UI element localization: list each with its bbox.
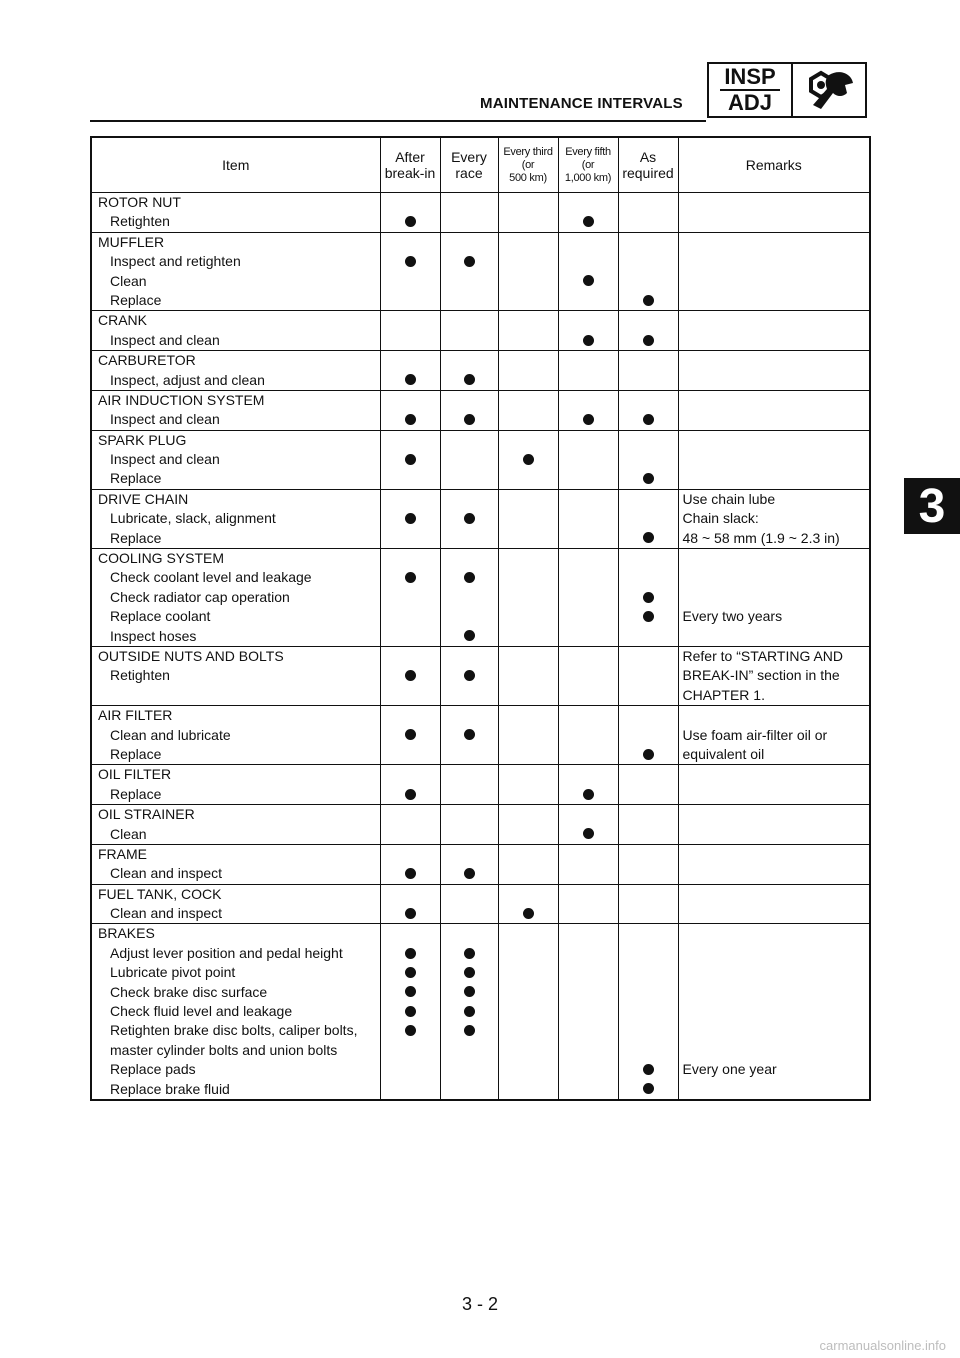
bullet-mark-icon (405, 908, 416, 919)
task-label: Retighten brake disc bolts, caliper bolts, (110, 1022, 358, 1039)
mark-cell-every-fifth (558, 549, 618, 647)
mark-cell-after-break-in (380, 549, 440, 647)
mark-cell-every-race (440, 646, 498, 705)
remark-text: 48 ~ 58 mm (1.9 ~ 2.3 in) (682, 529, 840, 546)
item-cell (91, 646, 380, 705)
group-title: CRANK (98, 312, 148, 329)
group-title: OUTSIDE NUTS AND BOLTS (98, 647, 284, 664)
mark-cell-every-fifth (558, 390, 618, 430)
mark-cell-as-required (618, 193, 678, 233)
remarks-cell (678, 765, 870, 805)
bullet-mark-icon (405, 868, 416, 879)
mark-cell-every-race (440, 430, 498, 489)
bullet-mark-icon (464, 948, 475, 959)
mark-cell-every-fifth (558, 706, 618, 765)
task-label: Inspect and retighten (110, 253, 241, 270)
remarks-cell (678, 193, 870, 233)
task-label: Inspect and clean (110, 451, 220, 468)
page-number: 3 - 2 (461, 1294, 499, 1314)
badge-text (709, 64, 793, 116)
mark-cell-every-race (440, 193, 498, 233)
bullet-mark-icon (405, 513, 416, 524)
task-label: Replace coolant (110, 608, 211, 625)
task-label: Inspect and clean (110, 411, 220, 428)
task-label: Replace (110, 745, 162, 762)
group-title: AIR FILTER (98, 707, 173, 724)
task-label: Replace (110, 470, 162, 487)
bullet-mark-icon (464, 986, 475, 997)
col-every-fifth: Every fifth (or 1,000 km) (558, 137, 618, 193)
table-row (91, 884, 870, 924)
mark-cell-as-required (618, 844, 678, 884)
mark-cell-every-race (440, 805, 498, 845)
col-remarks: Remarks (678, 137, 870, 193)
remark-text: equivalent oil (682, 745, 765, 762)
mark-cell-every-third (498, 549, 558, 647)
bullet-mark-icon (583, 828, 594, 839)
task-label: Check fluid level and leakage (110, 1003, 293, 1020)
bullet-mark-icon (643, 532, 654, 543)
mark-cell-after-break-in (380, 765, 440, 805)
remarks-cell (678, 706, 870, 765)
col-as-required: As required (618, 137, 678, 193)
mark-cell-every-race (440, 232, 498, 311)
mark-cell-as-required (618, 706, 678, 765)
mark-cell-every-race (440, 924, 498, 1100)
task-label: Replace brake fluid (110, 1080, 230, 1097)
badge-bottom-text: ADJ (727, 90, 772, 115)
task-label: Replace pads (110, 1061, 196, 1078)
bullet-mark-icon (643, 592, 654, 603)
mark-cell-every-third (498, 706, 558, 765)
task-label: Clean and lubricate (110, 726, 231, 743)
remarks-cell (678, 351, 870, 391)
mark-cell-every-fifth (558, 765, 618, 805)
task-label: Inspect and clean (110, 331, 220, 348)
mark-cell-every-third (498, 430, 558, 489)
mark-cell-every-fifth (558, 489, 618, 548)
header-rule (90, 120, 706, 122)
table-row (91, 193, 870, 233)
mark-cell-every-fifth (558, 311, 618, 351)
table-body (91, 193, 870, 1100)
bullet-mark-icon (583, 216, 594, 227)
remarks-cell (678, 390, 870, 430)
table-row (91, 765, 870, 805)
mark-cell-every-fifth (558, 844, 618, 884)
task-label: Clean and inspect (110, 905, 223, 922)
bullet-mark-icon (523, 908, 534, 919)
task-label: Lubricate, slack, alignment (110, 510, 276, 527)
mark-cell-as-required (618, 430, 678, 489)
task-label: Clean and inspect (110, 865, 223, 882)
mark-cell-as-required (618, 351, 678, 391)
bullet-mark-icon (523, 454, 534, 465)
task-label: Check brake disc surface (110, 983, 268, 1000)
mark-cell-every-third (498, 844, 558, 884)
mark-cell-after-break-in (380, 844, 440, 884)
task-label: Inspect hoses (110, 627, 197, 644)
bullet-mark-icon (405, 256, 416, 267)
chapter-tab: 3 (904, 478, 960, 534)
task-label: Replace (110, 785, 162, 802)
task-label: Replace (110, 529, 162, 546)
table-header-row (91, 137, 870, 193)
remarks-cell (678, 844, 870, 884)
bullet-mark-icon (643, 1064, 654, 1075)
bullet-mark-icon (405, 216, 416, 227)
table-row (91, 351, 870, 391)
remarks-cell (678, 646, 870, 705)
bullet-mark-icon (464, 868, 475, 879)
mark-cell-every-fifth (558, 193, 618, 233)
mark-cell-every-third (498, 390, 558, 430)
mark-cell-every-third (498, 351, 558, 391)
mark-cell-after-break-in (380, 232, 440, 311)
mark-cell-every-race (440, 489, 498, 548)
bullet-mark-icon (643, 749, 654, 760)
col-item: Item (91, 137, 380, 193)
bullet-mark-icon (405, 967, 416, 978)
remarks-cell (678, 489, 870, 548)
mark-cell-every-race (440, 884, 498, 924)
bullet-mark-icon (405, 670, 416, 681)
table-row (91, 311, 870, 351)
mark-cell-every-fifth (558, 430, 618, 489)
mark-cell-every-race (440, 351, 498, 391)
remarks-cell (678, 884, 870, 924)
item-cell (91, 765, 380, 805)
table-row (91, 844, 870, 884)
bullet-mark-icon (405, 414, 416, 425)
mark-cell-every-third (498, 765, 558, 805)
group-title: FUEL TANK, COCK (98, 885, 222, 902)
badge-top-text: INSP (720, 66, 779, 91)
bullet-mark-icon (583, 335, 594, 346)
group-title: DRIVE CHAIN (98, 490, 189, 507)
task-label: Retighten (110, 667, 170, 684)
mark-cell-as-required (618, 489, 678, 548)
remarks-cell (678, 430, 870, 489)
mark-cell-every-third (498, 193, 558, 233)
remarks-cell (678, 924, 870, 1100)
remark-text: Every two years (682, 608, 783, 625)
bullet-mark-icon (643, 611, 654, 622)
remark-text: BREAK-IN” section in the (682, 667, 840, 684)
group-title: OIL FILTER (98, 766, 172, 783)
task-label: Clean (110, 272, 147, 289)
mark-cell-every-race (440, 311, 498, 351)
mark-cell-after-break-in (380, 311, 440, 351)
bullet-mark-icon (405, 729, 416, 740)
group-title: FRAME (98, 845, 147, 862)
bullet-mark-icon (464, 374, 475, 385)
item-cell (91, 390, 380, 430)
remarks-cell (678, 311, 870, 351)
item-cell (91, 232, 380, 311)
item-cell (91, 193, 380, 233)
mark-cell-every-third (498, 805, 558, 845)
bullet-mark-icon (405, 1025, 416, 1036)
task-label: Clean (110, 825, 147, 842)
watermark: carmanualsonline.info (819, 1338, 946, 1353)
bullet-mark-icon (405, 948, 416, 959)
mark-cell-every-third (498, 232, 558, 311)
bullet-mark-icon (464, 1006, 475, 1017)
mark-cell-after-break-in (380, 193, 440, 233)
mark-cell-as-required (618, 646, 678, 705)
bullet-mark-icon (583, 275, 594, 286)
remarks-cell (678, 232, 870, 311)
mark-cell-as-required (618, 311, 678, 351)
remarks-cell (678, 549, 870, 647)
mark-cell-as-required (618, 549, 678, 647)
mark-cell-as-required (618, 924, 678, 1100)
bullet-mark-icon (464, 670, 475, 681)
mark-cell-every-race (440, 706, 498, 765)
remark-text: Chain slack: (682, 510, 759, 527)
table-row (91, 430, 870, 489)
remark-text: Every one year (682, 1061, 777, 1078)
bullet-mark-icon (643, 1083, 654, 1094)
col-every-race: Every race (440, 137, 498, 193)
mark-cell-after-break-in (380, 805, 440, 845)
remark-text: CHAPTER 1. (682, 686, 765, 703)
group-title: OIL STRAINER (98, 806, 195, 823)
mark-cell-after-break-in (380, 924, 440, 1100)
remark-text: Use chain lube (682, 490, 776, 507)
mark-cell-every-race (440, 390, 498, 430)
item-cell (91, 489, 380, 548)
wrench-nut-icon (793, 64, 865, 116)
bullet-mark-icon (643, 473, 654, 484)
table-row (91, 924, 870, 1100)
mark-cell-as-required (618, 884, 678, 924)
item-cell (91, 844, 380, 884)
remark-text: Refer to “STARTING AND (682, 647, 844, 664)
mark-cell-after-break-in (380, 351, 440, 391)
group-title: CARBURETOR (98, 352, 196, 369)
mark-cell-every-race (440, 844, 498, 884)
task-label: Check radiator cap operation (110, 588, 290, 605)
bullet-mark-icon (405, 1006, 416, 1017)
bullet-mark-icon (464, 256, 475, 267)
mark-cell-every-third (498, 924, 558, 1100)
item-cell (91, 430, 380, 489)
mark-cell-every-fifth (558, 924, 618, 1100)
mark-cell-every-fifth (558, 884, 618, 924)
table-row (91, 805, 870, 845)
mark-cell-after-break-in (380, 706, 440, 765)
bullet-mark-icon (464, 729, 475, 740)
table-row (91, 549, 870, 647)
bullet-mark-icon (643, 414, 654, 425)
bullet-mark-icon (464, 1025, 475, 1036)
bullet-mark-icon (405, 572, 416, 583)
mark-cell-after-break-in (380, 646, 440, 705)
mark-cell-every-fifth (558, 646, 618, 705)
bullet-mark-icon (405, 454, 416, 465)
bullet-mark-icon (583, 414, 594, 425)
item-cell (91, 884, 380, 924)
item-cell (91, 924, 380, 1100)
table-row (91, 390, 870, 430)
bullet-mark-icon (643, 335, 654, 346)
bullet-mark-icon (464, 572, 475, 583)
bullet-mark-icon (405, 986, 416, 997)
remark-text: Use foam air-filter oil or (682, 726, 828, 743)
mark-cell-every-race (440, 765, 498, 805)
mark-cell-every-third (498, 884, 558, 924)
group-title: SPARK PLUG (98, 431, 187, 448)
item-cell (91, 805, 380, 845)
task-label: Lubricate pivot point (110, 964, 236, 981)
mark-cell-every-fifth (558, 805, 618, 845)
group-title: BRAKES (98, 925, 155, 942)
bullet-mark-icon (464, 513, 475, 524)
task-label: Adjust lever position and pedal height (110, 944, 343, 961)
item-cell (91, 706, 380, 765)
task-label-continued: master cylinder bolts and union bolts (110, 1041, 338, 1058)
group-title: ROTOR NUT (98, 194, 181, 210)
section-badge (707, 62, 867, 118)
table-row (91, 646, 870, 705)
item-cell (91, 351, 380, 391)
task-label: Replace (110, 291, 162, 308)
mark-cell-as-required (618, 232, 678, 311)
mark-cell-every-race (440, 549, 498, 647)
bullet-mark-icon (464, 967, 475, 978)
group-title: AIR INDUCTION SYSTEM (98, 391, 265, 408)
bullet-mark-icon (464, 414, 475, 425)
bullet-mark-icon (405, 789, 416, 800)
mark-cell-every-third (498, 311, 558, 351)
remarks-cell (678, 805, 870, 845)
group-title: MUFFLER (98, 233, 165, 250)
maintenance-table (90, 136, 871, 1101)
item-cell (91, 549, 380, 647)
bullet-mark-icon (583, 789, 594, 800)
bullet-mark-icon (643, 295, 654, 306)
mark-cell-every-third (498, 489, 558, 548)
table-row (91, 706, 870, 765)
col-every-third: Every third (or 500 km) (498, 137, 558, 193)
task-label: Inspect, adjust and clean (110, 371, 265, 388)
mark-cell-after-break-in (380, 390, 440, 430)
mark-cell-every-fifth (558, 232, 618, 311)
mark-cell-every-fifth (558, 351, 618, 391)
bullet-mark-icon (464, 630, 475, 641)
task-label: Check coolant level and leakage (110, 569, 312, 586)
item-cell (91, 311, 380, 351)
bullet-mark-icon (405, 374, 416, 385)
task-label: Retighten (110, 213, 170, 230)
mark-cell-as-required (618, 390, 678, 430)
mark-cell-after-break-in (380, 430, 440, 489)
mark-cell-after-break-in (380, 884, 440, 924)
group-title: COOLING SYSTEM (98, 550, 225, 567)
page-title: MAINTENANCE INTERVALS (480, 95, 683, 112)
col-after-break-in: After break-in (380, 137, 440, 193)
table-row (91, 489, 870, 548)
mark-cell-as-required (618, 805, 678, 845)
mark-cell-after-break-in (380, 489, 440, 548)
mark-cell-every-third (498, 646, 558, 705)
mark-cell-as-required (618, 765, 678, 805)
table-row (91, 232, 870, 311)
